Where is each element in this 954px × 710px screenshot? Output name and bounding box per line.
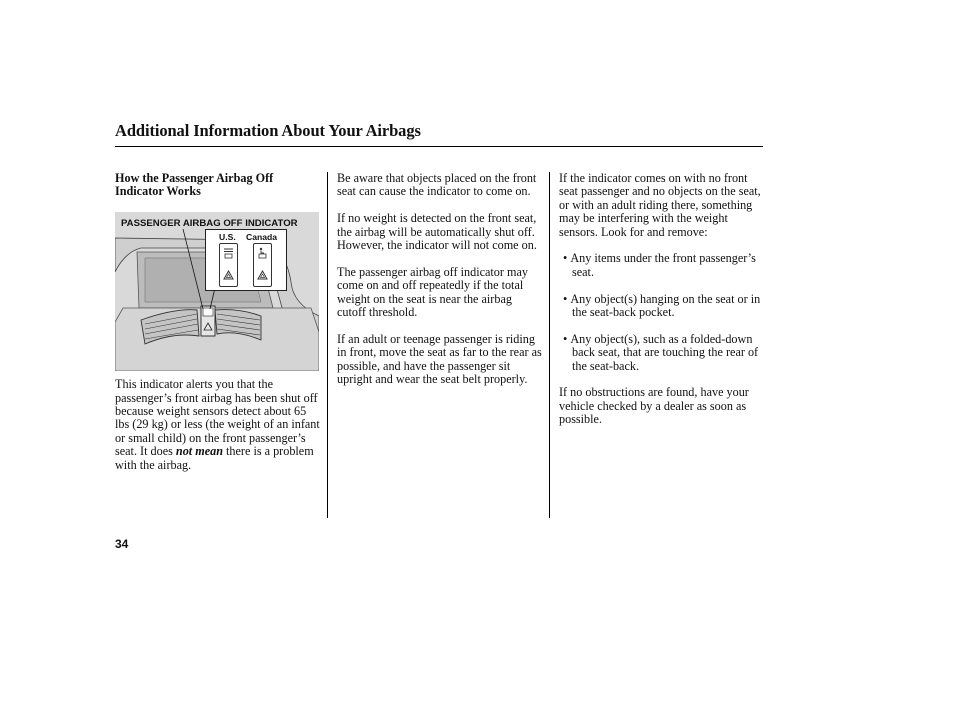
canada-label: Canada — [246, 232, 278, 243]
column-divider-right — [549, 172, 550, 518]
page-title: Additional Information About Your Airbags — [115, 121, 421, 140]
indicator-explanation-text: This indicator alerts you that the passenger’s front airbag has been shut off because weight sensors detect about 65 lbs (29 kg) or less (the weight of an infant or small child) on the front passenger’s seat. It does — [115, 377, 320, 459]
column-left — [115, 172, 320, 485]
paragraph: If no weight is detected on the front seat, the airbag will be automatically shut off. However, the indicator will not come on. — [337, 211, 537, 253]
paragraph: The passenger airbag off indicator may come on and off repeatedly if the total weight on the seat is near the airbag cutoff threshold. — [337, 264, 528, 320]
column-right — [559, 172, 763, 440]
column-middle — [337, 172, 542, 400]
column-divider-left — [327, 172, 328, 518]
list-item-text: Any object(s) hanging on the seat or in the seat-back pocket. — [570, 291, 761, 320]
list-item: • Any object(s), such as a folded-down back seat, that are touching the rear of the seat-back. — [563, 331, 759, 373]
section-heading — [115, 172, 320, 199]
airbag-off-lamp-icon — [256, 247, 269, 259]
list-item-text: Any items under the front passenger’s seat. — [570, 251, 756, 279]
list-item: • Any object(s) hanging on the seat or in the seat-back pocket. — [563, 291, 761, 320]
emphasis-not-mean: not mean — [175, 444, 223, 459]
list-item-text: Any object(s), such as a folded-down back seat, that are touching the rear of the seat-back. — [570, 331, 759, 373]
indicator-explanation-end: there is a problem with the airbag. — [115, 444, 314, 472]
page-number: 34 — [115, 537, 129, 551]
indicator-callout — [205, 229, 287, 291]
paragraph: If no obstructions are found, have your vehicle checked by a dealer as soon as possible. — [559, 385, 749, 427]
hazard-icon — [257, 270, 268, 280]
paragraph: Be aware that objects placed on the front seat can cause the indicator to come on. — [337, 171, 537, 199]
figure-caption: PASSENGER AIRBAG OFF INDICATOR — [121, 218, 298, 230]
airbag-off-lamp-icon — [222, 247, 235, 259]
us-label: U.S. — [219, 232, 236, 243]
list-item: • Any items under the front passenger’s seat. — [563, 251, 756, 279]
paragraph: If an adult or teenage passenger is riding in front, move the seat as far to the rear as possible, and have the passenger sit upright and wear the seat belt properly. — [337, 331, 542, 387]
section-heading-line2: Indicator Works — [115, 184, 201, 199]
paragraph: If the indicator comes on with no front seat passenger and no objects on the seat, or with an adult riding there, something may be interfering with the weight sensors. Look for and remove: — [559, 171, 761, 239]
indicator-explanation — [115, 378, 320, 472]
hazard-icon — [223, 270, 234, 280]
us-indicator-panel — [219, 243, 238, 287]
dashboard-illustration — [115, 212, 319, 371]
canada-indicator-panel — [253, 243, 272, 287]
title-divider — [115, 146, 763, 147]
section-heading-line1: How the Passenger Airbag Off — [115, 171, 274, 185]
